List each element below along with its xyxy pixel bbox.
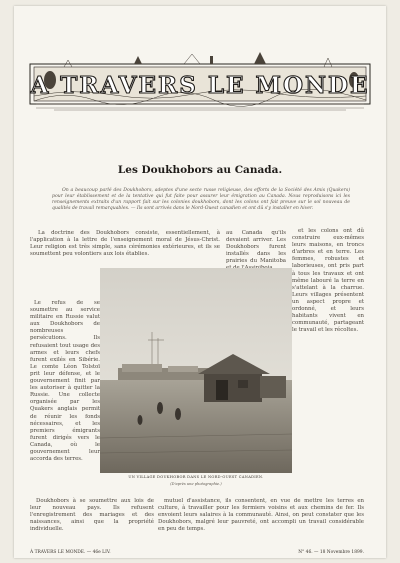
column-text-mid-top: au Canada qu'ils devaient arriver. Les Doukhobors furent installés dans les prairies du Manitoba bbox=[226, 230, 286, 265]
column-text-bottom-left: Doukhobors à se soumettre aux lois de leur nouveau pays. Ils refusent l'enregistrement des mariages et des naissances, ainsi que la propriété individuelle. bbox=[30, 498, 154, 533]
masthead-title: A TRAVERS LE MONDE bbox=[30, 72, 370, 99]
photo-caption: UN VILLAGE DOUKHOBOR DANS LE NORD-OUEST CANADIEN. bbox=[128, 475, 264, 479]
photo-credit: (D'après une photographie.) bbox=[170, 482, 222, 486]
village-photograph bbox=[100, 268, 292, 492]
photograph-image bbox=[100, 268, 292, 473]
column-text-right: et les colons ont dû construire eux-mêmes leurs maisons, en troncs d'arbres et en terre. Les femmes, robustes et laborieuses, ont pris part à tous les travaux et ont même labouré la terre en s'attelant à la charrue. Leurs villages présentent un aspect propre et ordonné, et leurs habitants vivent en communauté, partageant le travail et les récoltes. bbox=[292, 228, 364, 334]
page-footer bbox=[30, 550, 364, 558]
article-title: Les Doukhobors au Canada. bbox=[117, 164, 283, 176]
footer-issue-date: N° 46. — 18 Novembre 1899. bbox=[298, 550, 364, 555]
masthead bbox=[24, 50, 376, 116]
article-intro: On a beaucoup parlé des Doukhobors, adeptes d'une secte russe religieuse, des efforts de la Société des Amis (Quakers) pour leur établissement et de la tentative qui fut faite pour assurer leur émigration au Canada. Nous reproduisons ici les renseignements extraits d'un rapport fait sur les colonies doukhobors, dont les colons ont fait preuve sur le sol nouveau de qualités de travail remarquables. — Ils sont arrivés dans le Nord-Ouest canadien et ont dû s'y installer en hiver. bbox=[52, 188, 350, 211]
column-text-bottom-right: mutuel d'assistance, ils consentent, en vue de mettre les terres en culture, à travailler pour les fermiers voisins et aux chemins de fer. Ils envoient leurs salaires à la communauté. Ainsi, on peut constater que les Doukhobors, malgré leur pauvreté, ont accompli un travail considérable en peu de temps. bbox=[158, 498, 364, 533]
column-text-left-top: La doctrine des Doukhobors consiste, essentiellement, à l'application à la lettre de l'enseignement moral de Jésus-Christ. Leur religion est très simple, sans cérémonies extérieures, et ils se soumettent peu volontiers aux lois établies. bbox=[30, 230, 220, 258]
column-text-left: Le refus de se soumettre au service militaire en Russie valut aux Doukhobors de nombreuses persécutions. Ils refusaient tout usage des armes et leurs chefs furent exilés en Sibérie. Le comte Léon Tolstoï prit leur défense, et le gouvernement finit par les autoriser à quitter la Russie. Une collecte organisée par les Quakers anglais permit de réunir les fonds nécessaires, et les premiers émigrants furent dirigés vers le Canada, où le gouvernement leur accorda des terres. bbox=[30, 300, 100, 463]
footer-publication: À TRAVERS LE MONDE. — 46e LIV. bbox=[30, 550, 111, 555]
